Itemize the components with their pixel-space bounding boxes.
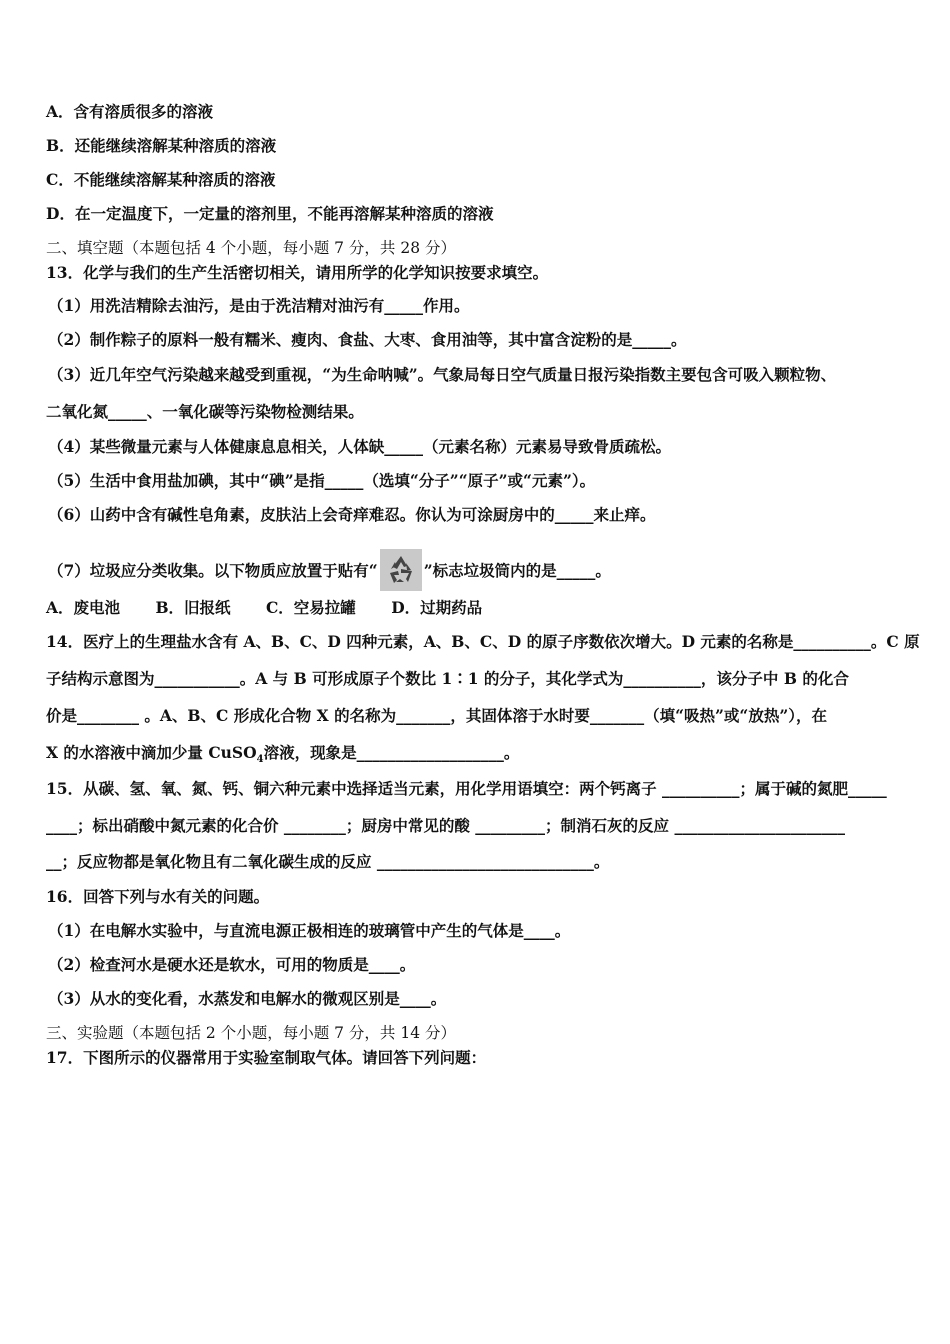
q13-p7-option-c: C．空易拉罐 [265,598,356,617]
q13-part4: （4）某些微量元素与人体健康息息相关，人体缺_____（元素名称）元素易导致骨质疏松。 [48,437,672,456]
q12-option-a: A．含有溶质很多的溶液 [46,102,214,121]
q13-part3-line2: 二氧化氮_____、一氧化碳等污染物检测结果。 [46,402,364,421]
q17-stem: 17．下图所示的仪器常用于实验室制取气体。请回答下列问题： [46,1048,487,1067]
q13-part6: （6）山药中含有碱性皂角素，皮肤沾上会奇痒难忍。你认为可涂厨房中的_____来止痒。 [48,505,656,524]
q14-line4 [46,743,519,770]
q13-p7-option-b: B．旧报纸 [155,598,231,617]
q12-option-c: C．不能继续溶解某种溶质的溶液 [46,170,276,189]
q12-option-d: D．在一定温度下，一定量的溶剂里，不能再溶解某种溶质的溶液 [46,204,494,223]
q15-line3: __；反应物都是氧化物且有二氧化碳生成的反应 ____________________________。 [46,852,610,871]
q12-option-b: B．还能继续溶解某种溶质的溶液 [46,136,277,155]
q14-line4-before: X 的水溶液中滴加少量 CuSO [46,743,257,762]
q14-line4-subscript: 4 [256,754,264,766]
q13-part1: （1）用洗洁精除去油污，是由于洗洁精对油污有_____作用。 [48,296,470,315]
q13-part5: （5）生活中食用盐加碘，其中“碘”是指_____（选填“分子”“原子”或“元素”）。 [48,471,596,490]
q13-p7-option-d: D．过期药品 [391,598,483,617]
q14-line2: 子结构示意图为___________。A 与 B 可形成原子个数比 1∶1 的分子，其化学式为__________，该分子中 B 的化合 [46,669,849,688]
q14-line4-after: 溶液，现象是___________________。 [263,743,520,762]
q16-stem: 16．回答下列与水有关的问题。 [46,887,270,906]
q13-part2: （2）制作粽子的原料一般有糯米、瘦肉、食盐、大枣、食用油等，其中富含淀粉的是_____。 [48,330,687,349]
q13-part7 [48,551,611,593]
q14-line3: 价是________ 。A、B、C 形成化合物 X 的名称为_______，其固体溶于水时要_______（填“吸热”或“放热”），在 [46,706,827,725]
q16-part2: （2）检查河水是硬水还是软水，可用的物质是____。 [48,955,416,974]
recycle-icon [380,549,422,591]
q13-p7-option-a: A．废电池 [46,598,121,617]
section3-heading: 三、实验题（本题包括 2 个小题，每小题 7 分，共 14 分） [46,1024,457,1042]
q16-part3: （3）从水的变化看，水蒸发和电解水的微观区别是____。 [48,989,447,1008]
q14-line1: 14．医疗上的生理盐水含有 A、B、C、D 四种元素，A、B、C、D 的原子序数依次增大。D 元素的名称是__________。C 原 [46,632,920,651]
q13-part7-before: （7）垃圾应分类收集。以下物质应放置于贴有“ [48,561,378,580]
q15-line2: ____；标出硝酸中氮元素的化合价 ________；厨房中常见的酸 _________；制消石灰的反应 ______________________ [46,816,845,835]
q13-part7-options [46,598,512,618]
q16-part1: （1）在电解水实验中，与直流电源正极相连的玻璃管中产生的气体是____。 [48,921,571,940]
section2-heading: 二、填空题（本题包括 4 个小题，每小题 7 分，共 28 分） [46,239,457,257]
q15-line1: 15．从碳、氢、氧、氮、钙、铜六种元素中选择适当元素，用化学用语填空：两个钙离子 __________；属于碱的氮肥_____ [46,779,887,798]
q13-part7-after: ”标志垃圾筒内的是_____。 [423,561,611,580]
q13-part3-line1: （3）近几年空气污染越来越受到重视，“为生命呐喊”。气象局每日空气质量日报污染指数主要包含可吸入颗粒物、 [48,365,837,384]
q13-stem: 13．化学与我们的生产生活密切相关，请用所学的化学知识按要求填空。 [46,263,549,282]
